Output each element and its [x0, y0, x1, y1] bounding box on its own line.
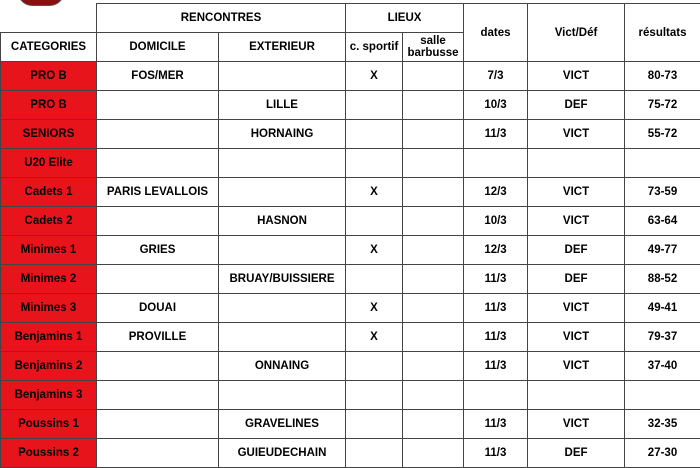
header-dates: dates	[464, 4, 528, 62]
c-sportif-cell	[346, 207, 403, 236]
domicile-cell: FOS/MER	[97, 62, 219, 91]
exterieur-cell: GUIEUDECHAIN	[219, 439, 346, 468]
salle-barbusse-cell	[403, 323, 464, 352]
table-row	[1, 439, 700, 468]
domicile-cell	[97, 265, 219, 294]
salle-barbusse-cell	[403, 149, 464, 178]
result-cell: 37-40	[625, 352, 700, 381]
domicile-cell: DOUAI	[97, 294, 219, 323]
table-row	[1, 265, 700, 294]
date-cell: 11/3	[464, 120, 528, 149]
domicile-cell	[97, 207, 219, 236]
result-cell: 79-37	[625, 323, 700, 352]
category-cell: Benjamins 2	[1, 352, 97, 381]
date-cell: 10/3	[464, 207, 528, 236]
header-c-sportif: c. sportif	[346, 33, 403, 62]
exterieur-cell	[219, 62, 346, 91]
exterieur-cell: ONNAING	[219, 352, 346, 381]
date-cell: 11/3	[464, 352, 528, 381]
results-table	[0, 3, 700, 468]
header-exterieur: EXTERIEUR	[219, 33, 346, 62]
vict-def-cell: DEF	[528, 236, 625, 265]
domicile-cell	[97, 149, 219, 178]
vict-def-cell	[528, 381, 625, 410]
c-sportif-cell	[346, 439, 403, 468]
header-categories: CATEGORIES	[1, 33, 97, 62]
result-cell: 27-30	[625, 439, 700, 468]
header-spacer	[1, 4, 97, 33]
category-cell: Cadets 1	[1, 178, 97, 207]
vict-def-cell: VICT	[528, 294, 625, 323]
category-cell: PRO B	[1, 62, 97, 91]
c-sportif-cell	[346, 120, 403, 149]
vict-def-cell: DEF	[528, 439, 625, 468]
salle-barbusse-cell	[403, 410, 464, 439]
result-cell: 32-35	[625, 410, 700, 439]
header-resultats: résultats	[625, 4, 700, 62]
date-cell	[464, 149, 528, 178]
exterieur-cell	[219, 178, 346, 207]
salle-barbusse-cell	[403, 91, 464, 120]
salle-barbusse-cell	[403, 178, 464, 207]
salle-barbusse-cell	[403, 381, 464, 410]
vict-def-cell: VICT	[528, 120, 625, 149]
category-cell: PRO B	[1, 91, 97, 120]
vict-def-cell: VICT	[528, 178, 625, 207]
date-cell: 11/3	[464, 323, 528, 352]
c-sportif-cell: X	[346, 236, 403, 265]
salle-barbusse-cell	[403, 120, 464, 149]
vict-def-cell: VICT	[528, 207, 625, 236]
domicile-cell	[97, 91, 219, 120]
result-cell	[625, 149, 700, 178]
domicile-cell	[97, 381, 219, 410]
result-cell: 49-41	[625, 294, 700, 323]
table-row	[1, 352, 700, 381]
category-cell: U20 Elite	[1, 149, 97, 178]
category-cell: Minimes 3	[1, 294, 97, 323]
table-row	[1, 381, 700, 410]
category-cell: Minimes 2	[1, 265, 97, 294]
vict-def-cell: DEF	[528, 265, 625, 294]
domicile-cell: GRIES	[97, 236, 219, 265]
domicile-cell	[97, 410, 219, 439]
date-cell	[464, 381, 528, 410]
c-sportif-cell	[346, 410, 403, 439]
c-sportif-cell	[346, 149, 403, 178]
exterieur-cell: BRUAY/BUISSIERE	[219, 265, 346, 294]
table-row	[1, 236, 700, 265]
vict-def-cell: DEF	[528, 91, 625, 120]
category-cell: Cadets 2	[1, 207, 97, 236]
exterieur-cell	[219, 294, 346, 323]
exterieur-cell	[219, 149, 346, 178]
table-row	[1, 294, 700, 323]
table-row	[1, 91, 700, 120]
salle-barbusse-cell	[403, 294, 464, 323]
date-cell: 11/3	[464, 410, 528, 439]
c-sportif-cell: X	[346, 178, 403, 207]
domicile-cell: PARIS LEVALLOIS	[97, 178, 219, 207]
exterieur-cell	[219, 323, 346, 352]
table-row	[1, 207, 700, 236]
category-cell: Poussins 2	[1, 439, 97, 468]
salle-barbusse-cell	[403, 207, 464, 236]
category-cell: SENIORS	[1, 120, 97, 149]
category-cell: Benjamins 3	[1, 381, 97, 410]
domicile-cell	[97, 352, 219, 381]
header-rencontres: RENCONTRES	[97, 4, 346, 33]
category-cell: Minimes 1	[1, 236, 97, 265]
vict-def-cell: VICT	[528, 323, 625, 352]
table-row	[1, 62, 700, 91]
date-cell: 11/3	[464, 294, 528, 323]
header-domicile: DOMICILE	[97, 33, 219, 62]
domicile-cell	[97, 120, 219, 149]
c-sportif-cell	[346, 91, 403, 120]
exterieur-cell	[219, 236, 346, 265]
vict-def-cell: VICT	[528, 352, 625, 381]
table-row	[1, 323, 700, 352]
salle-barbusse-cell	[403, 62, 464, 91]
c-sportif-cell	[346, 352, 403, 381]
table-row	[1, 120, 700, 149]
result-cell: 55-72	[625, 120, 700, 149]
header-lieux: LIEUX	[346, 4, 464, 33]
date-cell: 12/3	[464, 178, 528, 207]
c-sportif-cell: X	[346, 62, 403, 91]
table-row	[1, 178, 700, 207]
header-vict-def: Vict/Déf	[528, 4, 625, 62]
header-salle-barbusse: salle barbusse	[403, 33, 464, 62]
date-cell: 7/3	[464, 62, 528, 91]
salle-barbusse-cell	[403, 439, 464, 468]
date-cell: 10/3	[464, 91, 528, 120]
date-cell: 12/3	[464, 236, 528, 265]
result-cell: 75-72	[625, 91, 700, 120]
result-cell: 80-73	[625, 62, 700, 91]
salle-barbusse-cell	[403, 352, 464, 381]
vict-def-cell	[528, 149, 625, 178]
exterieur-cell: HASNON	[219, 207, 346, 236]
category-cell: Benjamins 1	[1, 323, 97, 352]
date-cell: 11/3	[464, 439, 528, 468]
salle-barbusse-cell	[403, 236, 464, 265]
domicile-cell: PROVILLE	[97, 323, 219, 352]
date-cell: 11/3	[464, 265, 528, 294]
vict-def-cell: VICT	[528, 410, 625, 439]
table-row	[1, 149, 700, 178]
c-sportif-cell: X	[346, 294, 403, 323]
result-cell: 73-59	[625, 178, 700, 207]
exterieur-cell: LILLE	[219, 91, 346, 120]
result-cell: 49-77	[625, 236, 700, 265]
exterieur-cell	[219, 381, 346, 410]
result-cell	[625, 381, 700, 410]
exterieur-cell: HORNAING	[219, 120, 346, 149]
domicile-cell	[97, 439, 219, 468]
c-sportif-cell	[346, 265, 403, 294]
vict-def-cell: VICT	[528, 62, 625, 91]
result-cell: 88-52	[625, 265, 700, 294]
result-cell: 63-64	[625, 207, 700, 236]
c-sportif-cell	[346, 381, 403, 410]
c-sportif-cell: X	[346, 323, 403, 352]
category-cell: Poussins 1	[1, 410, 97, 439]
exterieur-cell: GRAVELINES	[219, 410, 346, 439]
salle-barbusse-cell	[403, 265, 464, 294]
table-row	[1, 410, 700, 439]
